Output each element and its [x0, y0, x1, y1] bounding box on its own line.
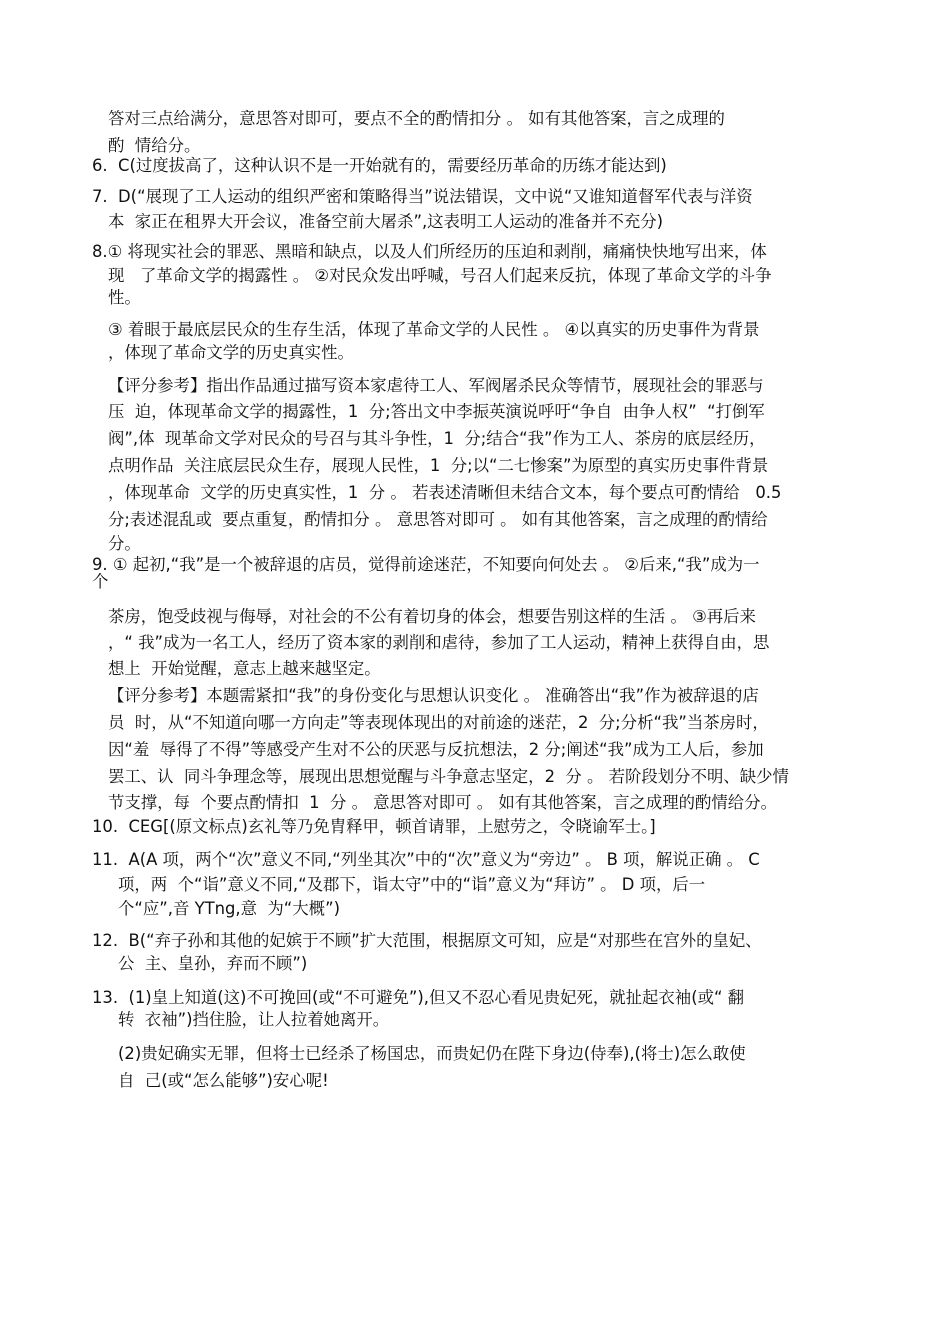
answer-line-1: 答对三点给满分，意思答对即可，要点不全的酌情扣分 。 如有其他答案，言之成理的	[108, 109, 725, 128]
answer-8-line-1: 8.① 将现实社会的罪恶、黑暗和缺点，以及人们所经历的压迫和剥削，痛痛快快地写出来，体	[92, 242, 767, 261]
answer-8-line-2: 现 了革命文学的揭露性 。 ②对民众发出呼喊，号召人们起来反抗，体现了革命文学的斗争	[108, 266, 772, 285]
answer-7-line-2: 本 家正在租界大开会议，准备空前大屠杀”,这表明工人运动的准备并不充分)	[108, 212, 664, 231]
answer-7-line-1: 7. D(“展现了工人运动的组织严密和策略得当”说法错误，文中说“又谁知道督军代表与洋资	[92, 187, 753, 206]
answer-12-line-1: 12. B(“弃子孙和其他的妃嫔于不顾”扩大范围，根据原文可知，应是“对那些在宫外的皇妃、	[92, 931, 762, 950]
answer-13-line-4: 自 己(或“怎么能够”)安心呢!	[118, 1071, 329, 1090]
answer-13-line-2: 转 衣袖”)挡住脸，让人拉着她离开。	[118, 1010, 390, 1029]
answer-9-line-1: 9. ① 起初,“我”是一个被辞退的店员，觉得前途迷茫，不知要向何处去 。 ②后来,“我”成为一	[92, 555, 760, 574]
scoring-8-line-1: 【评分参考】指出作品通过描写资本家虐待工人、军阀屠杀民众等情节，展现社会的罪恶与	[108, 376, 764, 395]
scoring-9-line-2: 员 时，从“不知道向哪一方向走”等表现体现出的对前途的迷茫，2 分;分析“我”当茶房时，	[108, 713, 769, 732]
answer-11-line-3: 个“应”,音 YTng,意 为“大概”)	[118, 899, 340, 918]
answer-9-line-2: 个	[92, 572, 109, 591]
scoring-9-line-5: 节支撑，每 个要点酌情扣 1 分 。 意思答对即可 。 如有其他答案，言之成理的酌情给分。	[108, 793, 777, 812]
answer-13-line-1: 13. (1)皇上知道(这)不可挽回(或“不可避免”),但又不忍心看见贵妃死，就扯起衣袖(或“ 翻	[92, 988, 745, 1007]
scoring-8-line-7: 分。	[108, 534, 141, 553]
answer-8-line-3: 性。	[108, 288, 141, 307]
scoring-9-line-1: 【评分参考】本题需紧扣“我”的身份变化与思想认识变化 。 准确答出“我”作为被辞退的店	[108, 686, 759, 705]
scoring-8-line-3: 阀”,体 现革命文学对民众的号召与其斗争性，1 分;结合“我”作为工人、茶房的底层经历，	[108, 429, 766, 448]
answer-9-line-3: 茶房，饱受歧视与侮辱，对社会的不公有着切身的体会，想要告别这样的生活 。 ③再后来	[108, 607, 756, 626]
answer-11-line-1: 11. A(A 项，两个“次”意义不同,“列坐其次”中的“次”意义为“旁边” 。 B 项，解说正确 。 C	[92, 850, 760, 869]
answer-line-2: 酌 情给分。	[108, 136, 201, 155]
scoring-9-line-4: 罢工、认 同斗争理念等，展现出思想觉醒与斗争意志坚定，2 分 。 若阶段划分不明、缺少情	[108, 767, 789, 786]
answer-8-line-5: ，体现了革命文学的历史真实性。	[108, 343, 354, 362]
answer-9-line-4: ，“ 我”成为一名工人，经历了资本家的剥削和虐待，参加了工人运动，精神上获得自由，思	[108, 633, 770, 652]
scoring-8-line-4: 点明作品 关注底层民众生存，展现人民性，1 分;以“二七惨案”为原型的真实历史事件背景	[108, 456, 769, 475]
answer-9-line-5: 想上 开始觉醒，意志上越来越坚定。	[108, 659, 381, 678]
scoring-8-line-6: 分;表述混乱或 要点重复，酌情扣分 。 意思答对即可 。 如有其他答案，言之成理的酌情给	[108, 510, 768, 529]
answer-6: 6. C(过度拔高了，这种认识不是一开始就有的，需要经历革命的历练才能达到)	[92, 156, 667, 175]
answer-10: 10. CEG[(原文标点)玄礼等乃免胄释甲，顿首请罪，上慰劳之，令晓谕军士。]	[92, 817, 656, 836]
answer-13-line-3: (2)贵妃确实无罪，但将士已经杀了杨国忠，而贵妃仍在陛下身边(侍奉),(将士)怎么敢使	[118, 1044, 746, 1063]
scoring-8-line-5: ，体现革命 文学的历史真实性，1 分 。 若表述清晰但未结合文本，每个要点可酌情给 0.5	[108, 483, 782, 502]
answer-11-line-2: 项，两 个“诣”意义不同,“及郡下，诣太守”中的“诣”意义为“拜访” 。 D 项，后一	[118, 875, 706, 894]
scoring-8-line-2: 压 迫，体现革命文学的揭露性，1 分;答出文中李振英演说呼吁“争自 由争人权” “打倒军	[108, 402, 765, 421]
answer-12-line-2: 公 主、皇孙，弃而不顾”)	[118, 954, 308, 973]
answer-8-line-4: ③ 着眼于最底层民众的生存生活，体现了革命文学的人民性 。 ④以真实的历史事件为背景	[108, 320, 760, 339]
scoring-9-line-3: 因“羞 辱得了不得”等感受产生对不公的厌恶与反抗想法，2 分;阐述“我”成为工人后，参加	[108, 740, 764, 759]
